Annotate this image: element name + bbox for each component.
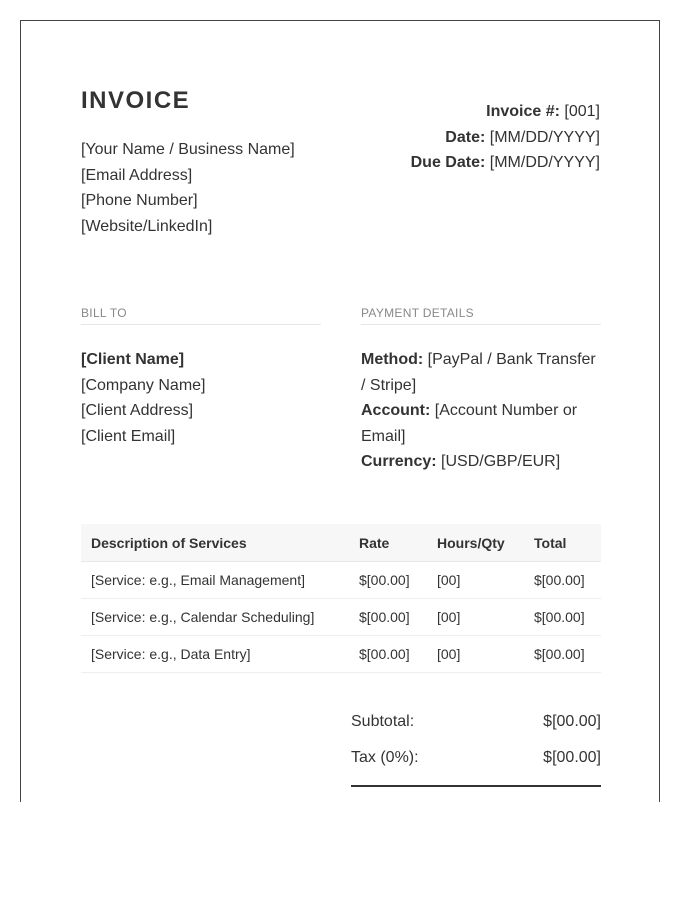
service-hours: [00] — [427, 636, 524, 673]
due-date-line — [411, 150, 600, 176]
column-header-hours: Hours/Qty — [427, 524, 524, 562]
service-hours: [00] — [427, 599, 524, 636]
totals-divider — [351, 785, 601, 787]
services-table — [81, 524, 601, 673]
tax-value: $[00.00] — [543, 749, 601, 766]
subtotal-row — [351, 710, 601, 746]
sender-info — [81, 137, 295, 239]
bill-to-label: BILL TO — [81, 306, 321, 325]
payment-account-label: Account: — [361, 402, 431, 419]
column-header-rate: Rate — [349, 524, 427, 562]
table-row — [81, 562, 601, 599]
payment-currency-label: Currency: — [361, 453, 437, 470]
totals-section — [351, 710, 601, 782]
bill-to-section — [81, 306, 321, 449]
payment-currency-value: [USD/GBP/EUR] — [441, 453, 561, 470]
invoice-number-line — [411, 99, 600, 125]
subtotal-label: Subtotal: — [351, 713, 415, 730]
client-address: [Client Address] — [81, 402, 194, 419]
client-company: [Company Name] — [81, 376, 206, 394]
payment-method-label: Method: — [361, 351, 424, 368]
payment-currency — [361, 449, 601, 475]
payment-method — [361, 347, 601, 398]
service-description: [Service: e.g., Calendar Scheduling] — [81, 599, 349, 636]
payment-details-section — [361, 306, 601, 475]
tax-row — [351, 746, 601, 782]
service-rate: $[00.00] — [349, 562, 427, 599]
column-header-description: Description of Services — [81, 524, 349, 562]
tax-label: Tax (0%): — [351, 749, 419, 766]
invoice-meta — [411, 99, 600, 176]
due-date-value: [MM/DD/YYYY] — [489, 154, 600, 171]
invoice-number-label: Invoice #: — [486, 103, 560, 120]
invoice-date-line — [411, 125, 600, 151]
invoice-date-value: [MM/DD/YYYY] — [489, 128, 600, 146]
service-rate: $[00.00] — [349, 636, 427, 673]
table-row — [81, 599, 601, 636]
column-header-total: Total — [524, 524, 601, 562]
table-header-row — [81, 524, 601, 562]
service-total: $[00.00] — [524, 562, 601, 599]
sender-phone: [Phone Number] — [81, 192, 198, 209]
service-rate: $[00.00] — [349, 599, 427, 636]
invoice-title: INVOICE — [81, 87, 191, 114]
client-name: [Client Name] — [81, 351, 185, 368]
service-description: [Service: e.g., Data Entry] — [81, 636, 349, 673]
invoice-date-label: Date: — [445, 128, 486, 146]
due-date-label: Due Date: — [410, 154, 486, 171]
service-description: [Service: e.g., Email Management] — [81, 562, 349, 599]
sender-website: [Website/LinkedIn] — [81, 217, 213, 235]
payment-details-label: PAYMENT DETAILS — [361, 306, 601, 325]
subtotal-value: $[00.00] — [543, 713, 601, 730]
invoice-page — [20, 20, 660, 802]
service-hours: [00] — [427, 562, 524, 599]
sender-email: [Email Address] — [81, 166, 193, 184]
payment-account-value: [Account Number or Email] — [361, 402, 578, 445]
service-total: $[00.00] — [524, 636, 601, 673]
sender-name: [Your Name / Business Name] — [81, 141, 295, 158]
client-email: [Client Email] — [81, 427, 176, 445]
service-total: $[00.00] — [524, 599, 601, 636]
invoice-number-value: [001] — [564, 103, 600, 120]
payment-method-value: [PayPal / Bank Transfer / Stripe] — [361, 351, 596, 394]
payment-account — [361, 398, 601, 449]
table-row — [81, 636, 601, 673]
